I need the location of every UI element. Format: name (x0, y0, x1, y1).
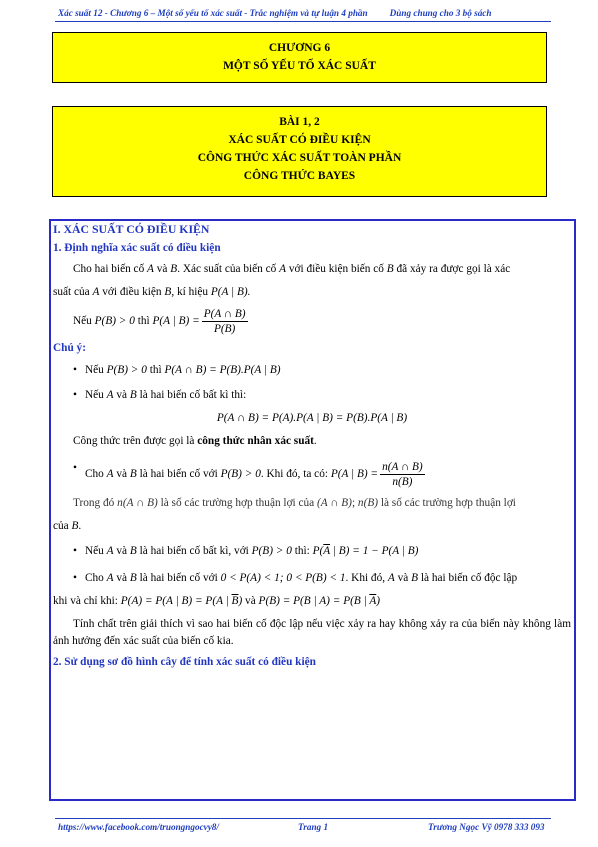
where-line-1: Trong đó n(A ∩ B) là số các trường hợp thuận lợi của (A ∩ B); n(B) là số các trường hợp thuận lợi (73, 497, 516, 509)
lesson-number: BÀI 1, 2 (279, 116, 320, 128)
page-header (58, 8, 548, 18)
lesson-box (52, 106, 547, 197)
multiplication-formula: P(A ∩ B) = P(A).P(A | B) = P(B).P(A | B) (216, 412, 408, 424)
header-right: Dùng chung cho 3 bộ sách (389, 8, 492, 18)
lesson-title-1: XÁC SUẤT CÓ ĐIỀU KIỆN (228, 134, 371, 146)
independence-explanation: Tính chất trên giải thích vì sao hai biến cố độc lập nếu việc xảy ra hay không xảy ra của biến này không làm ảnh hưởng đến xác suất của biến cố kia. (53, 618, 571, 647)
footer-divider (55, 818, 551, 819)
where-line-2: của B. (53, 520, 82, 532)
conditional-probability-fraction: $\frac{P(A \cap B)}{P(B)}$ (203, 308, 246, 335)
note-title: Chú ý: (53, 342, 86, 354)
chapter-number: CHƯƠNG 6 (268, 42, 331, 54)
header-divider (55, 21, 551, 22)
lesson-title-3: CÔNG THỨC BAYES (243, 170, 356, 182)
definition-line-1: Cho hai biến cố A và B. Xác suất của biến cố A với điều kiện biến cố B đã xảy ra được gọi là xác (73, 263, 511, 275)
note-bullet-4: • Nếu A và B là hai biến cố bất kì, với P(B) > 0 thì: $P(\overline{A}$ | B) = 1 − P(A | B) (53, 543, 571, 560)
note-bullet-2: • Nếu A và B là hai biến cố bất kì thì: (53, 387, 571, 404)
page-number: Trang 1 (298, 822, 329, 832)
note-bullet-3: • Cho A và B là hai biến cố với P(B) > 0. Khi đó, ta có: P(A | B) = $\frac{n(A \cap B)}{n(B)}$ (53, 460, 571, 489)
definition-formula: Nếu P(B) > 0 thì P(A | B) = $\frac{P(A \cap B)}{P(B)}$ (73, 308, 246, 335)
content-body (53, 221, 571, 671)
subsection-definition-title: 1. Định nghĩa xác suất có điều kiện (53, 242, 221, 254)
multiplication-rule-note: Công thức trên được gọi là công thức nhân xác suất. (73, 435, 317, 447)
section-title: I. XÁC SUẤT CÓ ĐIỀU KIỆN (53, 222, 210, 236)
note-bullet-5: • Cho A và B là hai biến cố với 0 < P(A) < 1; 0 < P(B) < 1. Khi đó, A và B là hai biến cố độc lập (53, 570, 571, 587)
independence-condition: khi và chỉ khi: P(A) = P(A | B) = P(A | $\overline{B}$) và P(B) = P(B | A) = P(B | $\overline{A}$) (53, 595, 380, 607)
note-bullet-1: • Nếu P(B) > 0 thì P(A ∩ B) = P(B).P(A | B) (53, 362, 571, 379)
footer-link[interactable]: https://www.facebook.com/truongngocvy8/ (58, 822, 219, 832)
chapter-title: MỘT SỐ YẾU TỐ XÁC SUẤT (223, 60, 376, 72)
count-fraction: $\frac{n(A \cap B)}{n(B)}$ (382, 461, 423, 488)
header-left: Xác suất 12 - Chương 6 – Một số yếu tố xác suất - Trắc nghiệm và tự luận 4 phần (58, 8, 368, 18)
lesson-title-2: CÔNG THỨC XÁC SUẤT TOÀN PHẦN (197, 152, 402, 164)
subsection-tree-title: 2. Sử dụng sơ đồ hình cây để tính xác suất có điều kiện (53, 656, 316, 668)
definition-line-2: suất của A với điều kiện B, kí hiệu P(A | B). (53, 286, 251, 298)
chapter-box (52, 32, 547, 83)
footer-author: Trương Ngọc Vỹ 0978 333 093 (428, 822, 545, 832)
